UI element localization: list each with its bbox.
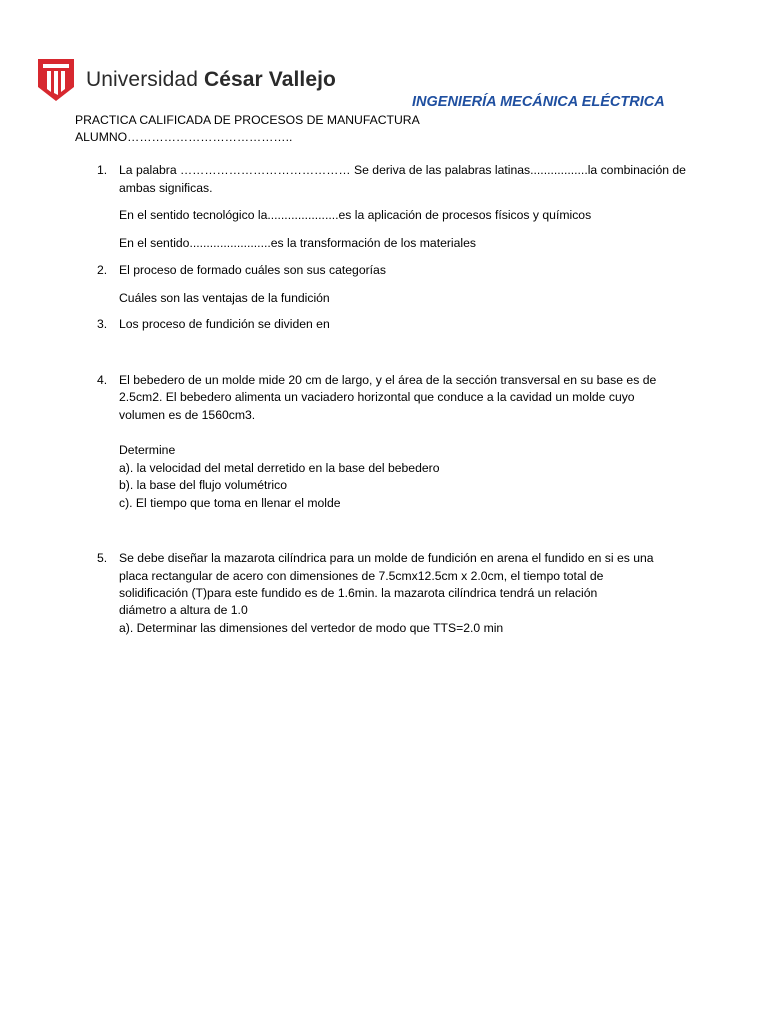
university-name-bold: César Vallejo (203, 68, 336, 91)
question-4-number: 4. (97, 373, 108, 387)
question-4-line-1: El bebedero de un molde mide 20 cm de largo, y el área de la sección transversal en su base es de (119, 373, 657, 387)
exam-title: PRACTICA CALIFICADA DE PROCESOS DE MANUFACTURA (75, 113, 420, 127)
university-name-regular: Universidad (86, 68, 198, 91)
university-crest-icon (38, 59, 74, 101)
question-2-number: 2. (97, 263, 108, 277)
question-3-number: 3. (97, 317, 108, 331)
question-4-part-c: c). El tiempo que toma en llenar el molde (119, 496, 341, 510)
question-1-line-2: ambas significas. (119, 181, 213, 195)
question-2-line-2: Cuáles son las ventajas de la fundición (119, 291, 330, 305)
university-name (86, 68, 336, 92)
question-3-line-1: Los proceso de fundición se dividen en (119, 317, 330, 331)
question-5-part-a: a). Determinar las dimensiones del vertedor de modo que TTS=2.0 min (119, 621, 504, 635)
question-1-line-4: En el sentido........................es la transformación de los materiales (119, 236, 476, 250)
question-1-number: 1. (97, 163, 108, 177)
department-title: INGENIERÍA MECÁNICA ELÉCTRICA (412, 94, 665, 110)
question-1-line-3: En el sentido tecnológico la.....................es la aplicación de procesos físicos y químicos (119, 208, 592, 222)
question-4-part-a: a). la velocidad del metal derretido en la base del bebedero (119, 461, 440, 475)
question-5-number: 5. (97, 551, 108, 565)
question-1-line-1: La palabra …………………………………… Se deriva de las palabras latinas.................la combinación de (119, 163, 686, 177)
student-name-field: ALUMNO………………………………….. (75, 130, 293, 144)
question-5-line-1: Se debe diseñar la mazarota cilíndrica para un molde de fundición en arena el fundido en si es una (119, 551, 654, 565)
question-2-line-1: El proceso de formado cuáles son sus categorías (119, 263, 386, 277)
question-5-line-4: diámetro a altura de 1.0 (119, 603, 248, 617)
question-4-part-b: b). la base del flujo volumétrico (119, 478, 288, 492)
question-5-line-3: solidificación (T)para este fundido es de 1.6min. la mazarota cilíndrica tendrá un relación (119, 586, 598, 600)
university-logo (38, 59, 336, 101)
question-4-line-3: volumen es de 1560cm3. (119, 408, 256, 422)
question-4-line-2: 2.5cm2. El bebedero alimenta un vaciadero horizontal que conduce a la cavidad un molde cuyo (119, 390, 635, 404)
question-5-line-2: placa rectangular de acero con dimensiones de 7.5cmx12.5cm x 2.0cm, el tiempo total de (119, 569, 604, 583)
question-4-determine: Determine (119, 443, 176, 457)
